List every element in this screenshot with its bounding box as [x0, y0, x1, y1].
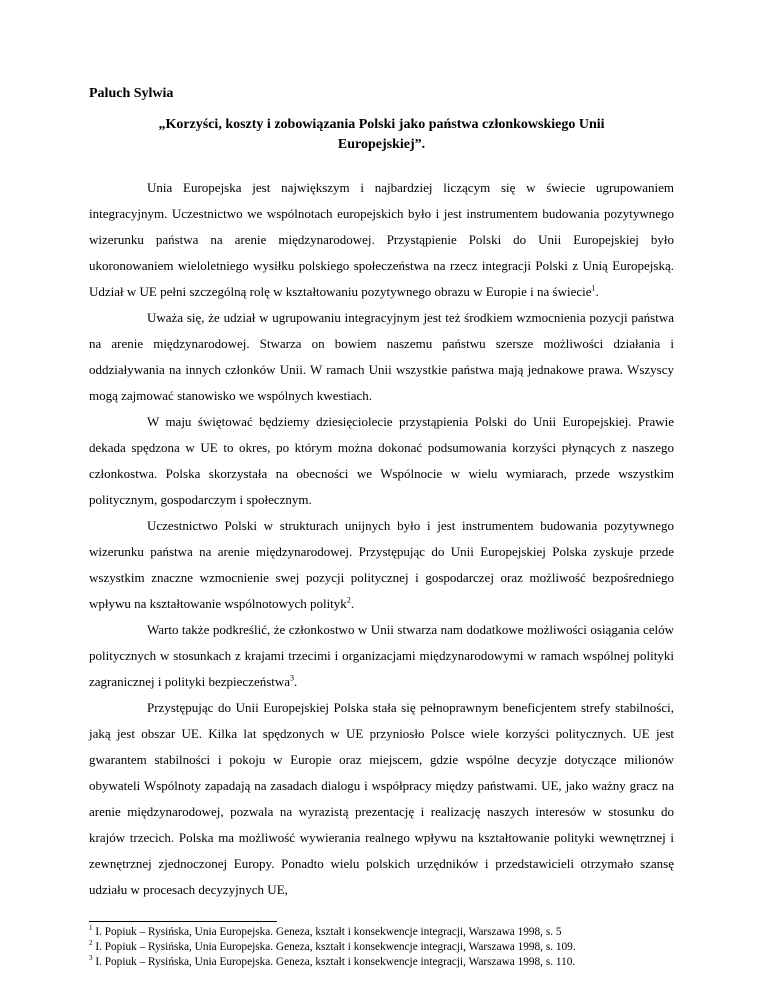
footnote-ref: 2 [346, 595, 351, 605]
paragraph: Uważa się, że udział w ugrupowaniu integracyjnym jest też środkiem wzmocnienia pozycji państwa na arenie międzynarodowej. Stwarza on bowiem naszemu państwu szersze możliwości działania i oddziaływania na innych członków Unii. W ramach Unii wszystkie państwa mają jednakowe prawa. Wszyscy mogą zajmować stanowisko we wspólnych kwestiach. [89, 310, 674, 403]
footnote: $^2$ I. Popiuk – Rysińska, Unia Europejska. Geneza, kształt i konsekwencje integracji, Warszawa 1998, s. 109. [89, 939, 576, 953]
document-page [89, 86, 674, 970]
footnote-divider [89, 921, 277, 922]
author-name: Paluch Sylwia [89, 86, 174, 101]
footnote: $^3$ I. Popiuk – Rysińska, Unia Europejska. Geneza, kształt i konsekwencje integracji, Warszawa 1998, s. 110. [89, 954, 576, 968]
footnote: $^1$ I. Popiuk – Rysińska, Unia Europejska. Geneza, kształt i konsekwencje integracji, Warszawa 1998, s. 5 [89, 924, 562, 938]
paragraph: Uczestnictwo Polski w strukturach unijnych było i jest instrumentem budowania pozytywnego wizerunku państwa na arenie międzynarodowej. Przystępując do Unii Europejskiej Polska zyskuje przede wszystkim znaczne wzmocnienie swej pozycji politycznej i gospodarczej oraz możliwość bezpośredniego wpływu na kształtowanie wspólnotowych polityk$^2$. [89, 518, 674, 611]
paragraph: Warto także podkreślić, że członkostwo w Unii stwarza nam dodatkowe możliwości osiągania celów politycznych w stosunkach z krajami trzecimi i organizacjami międzynarodowymi w ramach wspólnej polityki zagranicznej i polityki bezpieczeństwa$^3$. [89, 622, 674, 689]
footnote-ref: 3 [290, 673, 295, 683]
footnote-ref: 1 [591, 283, 596, 293]
paragraph: Przystępując do Unii Europejskiej Polska stała się pełnoprawnym beneficjentem strefy stabilności, jaką jest obszar UE. Kilka lat spędzonych w UE przyniosło Polsce wiele korzyści politycznych. UE jest gwarantem stabilności i pokoju w Europie oraz miejscem, gdzie wspólne decyzje dotyczące milionów obywateli Wspólnoty zapadają na zasadach dialogu i współpracy między państwami. UE, jako ważny gracz na arenie międzynarodowej, pozwala na wyrazistą prezentację i realizację naszych interesów w stosunku do krajów trzecich. Polska ma możliwość wywierania realnego wpływu na kształtowanie polityki wewnętrznej i zewnętrznej zjednoczonej Europy. Ponadto wielu polskich urzędników i przedstawicieli otrzymało szansę udziału w procesach decyzyjnych UE, [89, 700, 674, 897]
document-title: „Korzyści, koszty i zobowiązania Polski jako państwa członkowskiego Unii Europejskiej”. [158, 117, 605, 152]
body-text [89, 175, 674, 903]
footnotes [89, 925, 674, 970]
paragraph: Unia Europejska jest największym i najbardziej liczącym się w świecie ugrupowaniem integracyjnym. Uczestnictwo we wspólnotach europejskich było i jest instrumentem budowania pozytywnego wizerunku państwa na arenie międzynarodowej. Przystąpienie Polski do Unii Europejskiej było ukoronowaniem wieloletniego wysiłku polskiego społeczeństwa na rzecz integracji Polski z Unią Europejską. Udział w UE pełni szczególną rolę w kształtowaniu pozytywnego obrazu w Europie i na świecie$^1$. [89, 180, 674, 299]
paragraph: W maju świętować będziemy dziesięciolecie przystąpienia Polski do Unii Europejskiej. Prawie dekada spędzona w UE to okres, po którym można dokonać podsumowania korzyści płynących z naszego członkostwa. Polska skorzystała na obecności we Wspólnocie w wielu wymiarach, przede wszystkim politycznym, gospodarczym i społecznym. [89, 414, 674, 507]
